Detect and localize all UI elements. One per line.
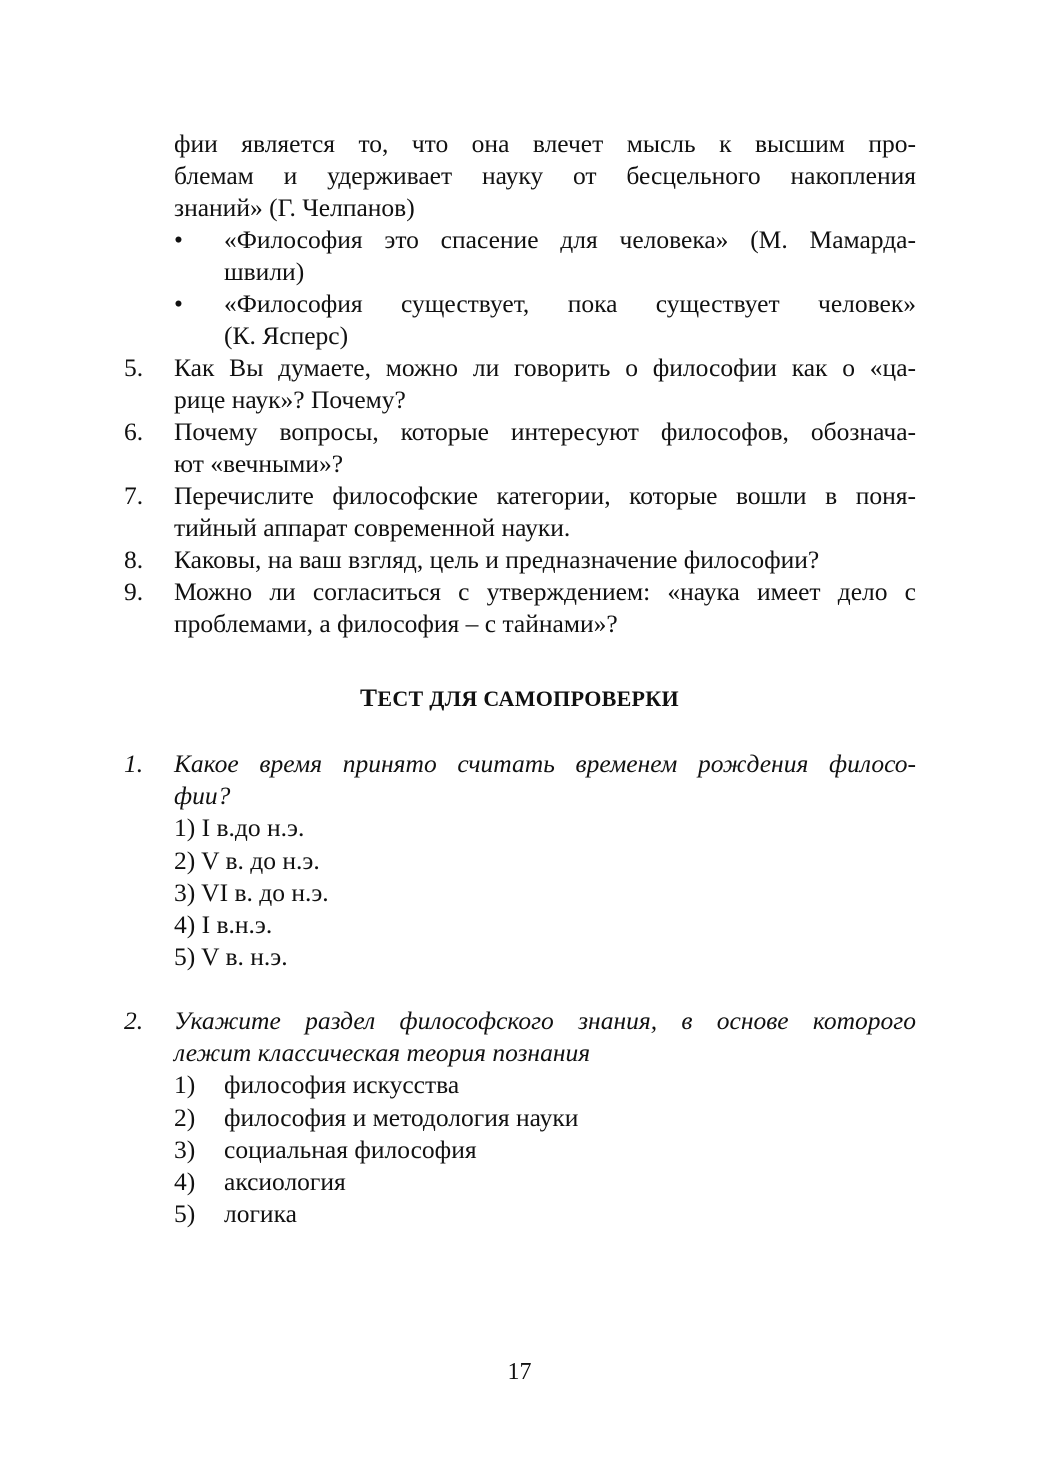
bullet-item (124, 224, 916, 288)
test-question-1 (124, 748, 916, 973)
test-question-text: лежит классическая теория познания (174, 1038, 591, 1068)
question-number: 7. (124, 481, 144, 510)
test-question-number: 1. (124, 749, 144, 778)
answer-option: 2) V в. до н.э. (174, 845, 320, 875)
question-item (124, 416, 916, 480)
question-text: проблемами, а философия – с тайнами»? (174, 609, 618, 639)
question-text: Как Вы думаете, можно ли говорить о философии как о «ца- (174, 353, 916, 382)
question-item (124, 352, 916, 416)
option-text: логика (224, 1199, 297, 1229)
option-number: 3) (174, 1134, 196, 1164)
option-text: философия и методология науки (224, 1102, 579, 1132)
question-number: 5. (124, 353, 144, 382)
quote-line: блемам и удерживает науку от бесцельного накопления (174, 161, 916, 191)
question-item (124, 480, 916, 544)
quote-line: фии является то, что она влечет мысль к высшим про- (174, 129, 916, 158)
answer-option (124, 1198, 916, 1230)
option-number: 4) (174, 1167, 196, 1197)
test-question-text: фии? (174, 781, 231, 811)
answer-option: 4) I в.н.э. (174, 910, 273, 940)
quote-line: знаний» (Г. Челпанов) (174, 193, 415, 223)
answer-option (124, 1134, 916, 1166)
question-text: ют «вечными»? (174, 449, 344, 479)
test-question-number: 2. (124, 1006, 144, 1035)
bullet-item (124, 288, 916, 352)
question-item (124, 544, 916, 576)
question-text: рице наук»? Почему? (174, 385, 406, 415)
question-text: тийный аппарат современной науки. (174, 513, 571, 543)
answer-option: 5) V в. н.э. (174, 942, 288, 972)
continued-quote (124, 128, 916, 225)
question-number: 9. (124, 577, 144, 606)
option-number: 1) (174, 1070, 196, 1100)
option-number: 5) (174, 1199, 196, 1229)
bullet-text: «Философия существует, пока существует человек» (224, 289, 916, 318)
option-text: аксиология (224, 1167, 346, 1197)
test-question-2 (124, 1005, 916, 1230)
section-heading (0, 682, 1039, 715)
bullet-text: швили) (224, 257, 305, 287)
test-question-text: Укажите раздел философского знания, в основе которого (174, 1006, 916, 1035)
question-number: 8. (124, 545, 144, 574)
question-text: Почему вопросы, которые интересуют философов, обознача- (174, 417, 916, 446)
answer-option (124, 1102, 916, 1134)
answer-option: 3) VI в. до н.э. (174, 877, 329, 907)
option-text: философия искусства (224, 1070, 460, 1100)
test-question-text: Какое время принято считать временем рождения филосо- (174, 749, 916, 778)
bullet-text: «Философия это спасение для человека» (М. Мамарда- (224, 225, 916, 254)
question-item (124, 576, 916, 640)
question-text: Можно ли согласиться с утверждением: «наука имеет дело с (174, 577, 916, 606)
answer-option (124, 1166, 916, 1198)
question-number: 6. (124, 417, 144, 446)
bullet-text: (К. Ясперс) (224, 321, 349, 351)
page-number: 17 (507, 1359, 532, 1385)
option-text: социальная философия (224, 1134, 477, 1164)
heading-rest: ЕСТ ДЛЯ САМОПРОВЕРКИ (377, 686, 679, 711)
answer-option: 1) I в.до н.э. (174, 813, 305, 843)
heading-initial: Т (360, 683, 378, 712)
question-text: Каковы, на ваш взгляд, цель и предназначение философии? (174, 545, 820, 574)
option-number: 2) (174, 1102, 196, 1132)
bullet-symbol: • (174, 289, 183, 318)
answer-option (124, 1069, 916, 1101)
question-text: Перечислите философские категории, которые вошли в поня- (174, 481, 916, 510)
bullet-symbol: • (174, 225, 183, 254)
